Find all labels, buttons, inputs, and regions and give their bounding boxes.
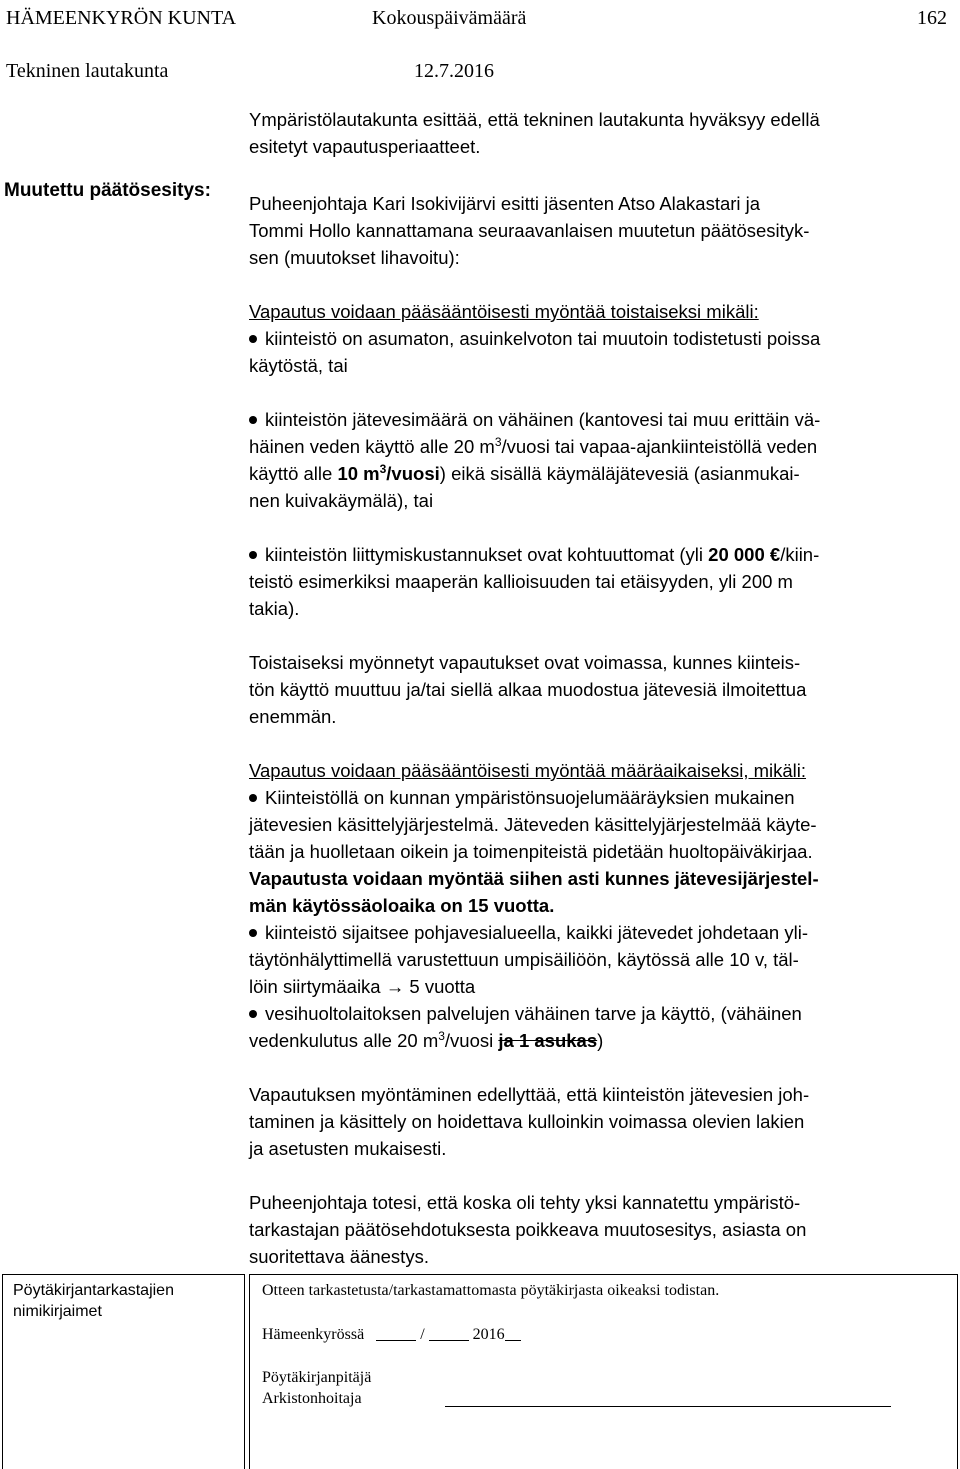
paragraph-line: suoritettava äänestys. (249, 1246, 429, 1267)
section1-heading: Vapautus voidaan pääsääntöisesti myöntää toistaiseksi mikäli: (249, 301, 759, 322)
bullet-item: Kiinteistöllä on kunnan ympäristönsuojelumääräyksien mukainen (249, 784, 955, 811)
bullet-icon (249, 794, 257, 802)
bullet-continuation: jätevesien käsittelyjärjestelmä. Jäteveden käsittelyjärjestelmää käyte- (249, 814, 817, 835)
paragraph-line: tön käyttö muuttuu ja/tai siellä alkaa muodostua jätevesiä ilmoitettua (249, 679, 807, 700)
proposal-line: Tommi Hollo kannattamana seuraavanlaisen muutetun päätösesityk- (249, 220, 810, 241)
year-blank[interactable] (505, 1326, 521, 1341)
bullet-continuation: tään ja huolletaan oikein ja toimenpiteistä pidetään huoltopäiväkirjaa. (249, 841, 813, 862)
proposal-line: sen (muutokset lihavoitu): (249, 247, 460, 268)
arrow-icon: → (385, 976, 405, 997)
day-blank[interactable] (376, 1326, 416, 1341)
bullet-continuation: vedenkulutus alle 20 $m^3$/vuosi ja 1 asukas) (249, 1029, 604, 1051)
bold-statement: Vapautusta voidaan myöntää siihen asti kunnes jätevesijärjestel- (249, 868, 819, 889)
initials-label: Pöytäkirjantarkastajien (13, 1282, 174, 1299)
role-label: Arkistonhoitaja (262, 1390, 362, 1407)
bullet-icon (249, 929, 257, 937)
date-separator: / (420, 1326, 425, 1343)
place-date-line (262, 1326, 521, 1344)
meeting-date: 12.7.2016 (414, 60, 494, 82)
month-blank[interactable] (429, 1326, 469, 1341)
document-body (249, 106, 955, 1270)
proposal-line: Puheenjohtaja Kari Isokivijärvi esitti jäsenten Atso Alakastari ja (249, 193, 761, 214)
paragraph-line: tarkastajan päätösehdotuksesta poikkeava muutosesitys, asiasta on (249, 1219, 807, 1240)
initials-box (2, 1274, 245, 1469)
certification-box (249, 1274, 958, 1469)
bullet-continuation: teistö esimerkiksi maaperän kallioisuuden tai etäisyyden, yli 200 m (249, 571, 793, 592)
bullet-icon (249, 1010, 257, 1018)
bullet-continuation: nen kuivakäymälä), tai (249, 490, 434, 511)
signature-line[interactable] (445, 1406, 891, 1407)
role-label: Pöytäkirjanpitäjä (262, 1369, 372, 1386)
bullet-icon (249, 416, 257, 424)
bullet-item: kiinteistön liittymiskustannukset ovat kohtuuttomat (yli 20 000 €/kiin- (249, 541, 955, 568)
intro-line: esitetyt vapautusperiaatteet. (249, 136, 481, 157)
paragraph-line: Puheenjohtaja totesi, että koska oli tehty yksi kannatettu ympäristö- (249, 1192, 801, 1213)
date-label: Kokouspäivämäärä (372, 7, 527, 29)
paragraph-line: Vapautuksen myöntäminen edellyttää, että kiinteistön jätevesien joh- (249, 1084, 810, 1105)
paragraph-line: ja asetusten mukaisesti. (249, 1138, 447, 1159)
bullet-continuation: täytönhälyttimellä varustettuun umpisäiliöön, käytössä alle 10 v, täl- (249, 949, 799, 970)
bullet-continuation: käyttö alle 10 $m^3/vuosi$) eikä sisällä käymäläjätevesiä (asianmukai- (249, 462, 800, 484)
intro-line: Ympäristölautakunta esittää, että tekninen lautakunta hyväksyy edellä (249, 109, 820, 130)
bullet-item: kiinteistön jätevesimäärä on vähäinen (kantovesi tai muu erittäin vä- (249, 406, 955, 433)
struck-text: ja 1 asukas (498, 1030, 598, 1051)
section2-heading: Vapautus voidaan pääsääntöisesti myöntää määräaikaiseksi, mikäli: (249, 760, 807, 781)
certification-text: Otteen tarkastetusta/tarkastamattomasta pöytäkirjasta oikeaksi todistan. (262, 1282, 720, 1299)
paragraph-line: enemmän. (249, 706, 337, 727)
bold-statement: män käytössäoloaika on 15 vuotta. (249, 895, 555, 916)
paragraph-line: taminen ja käsittely on hoidettava kulloinkin voimassa olevien lakien (249, 1111, 805, 1132)
side-heading: Muutettu päätösesitys: (4, 180, 211, 201)
bullet-continuation: käytöstä, tai (249, 355, 348, 376)
bullet-icon (249, 335, 257, 343)
bullet-continuation: häinen veden käyttö alle 20 $m^3$/vuosi tai vapaa-ajankiinteistöllä veden (249, 435, 818, 457)
initials-label: nimikirjaimet (13, 1303, 102, 1320)
bullet-item: kiinteistö on asumaton, asuinkelvoton tai muutoin todistetusti poissa (249, 325, 955, 352)
year-label: 2016 (472, 1326, 505, 1343)
paragraph-line: Toistaiseksi myönnetyt vapautukset ovat voimassa, kunnes kiinteis- (249, 652, 801, 673)
municipality-name: HÄMEENKYRÖN KUNTA (6, 7, 237, 29)
place-label: Hämeenkyrössä (262, 1326, 365, 1343)
bullet-continuation: löin siirtymäaika → 5 vuotta (249, 976, 476, 997)
bullet-icon (249, 551, 257, 559)
committee-name: Tekninen lautakunta (6, 60, 169, 82)
bullet-item: vesihuoltolaitoksen palvelujen vähäinen tarve ja käyttö, (vähäinen (249, 1000, 955, 1027)
page-number: 162 (917, 7, 947, 29)
bullet-continuation: takia). (249, 598, 300, 619)
bullet-item: kiinteistö sijaitsee pohjavesialueella, kaikki jätevedet johdetaan yli- (249, 919, 955, 946)
